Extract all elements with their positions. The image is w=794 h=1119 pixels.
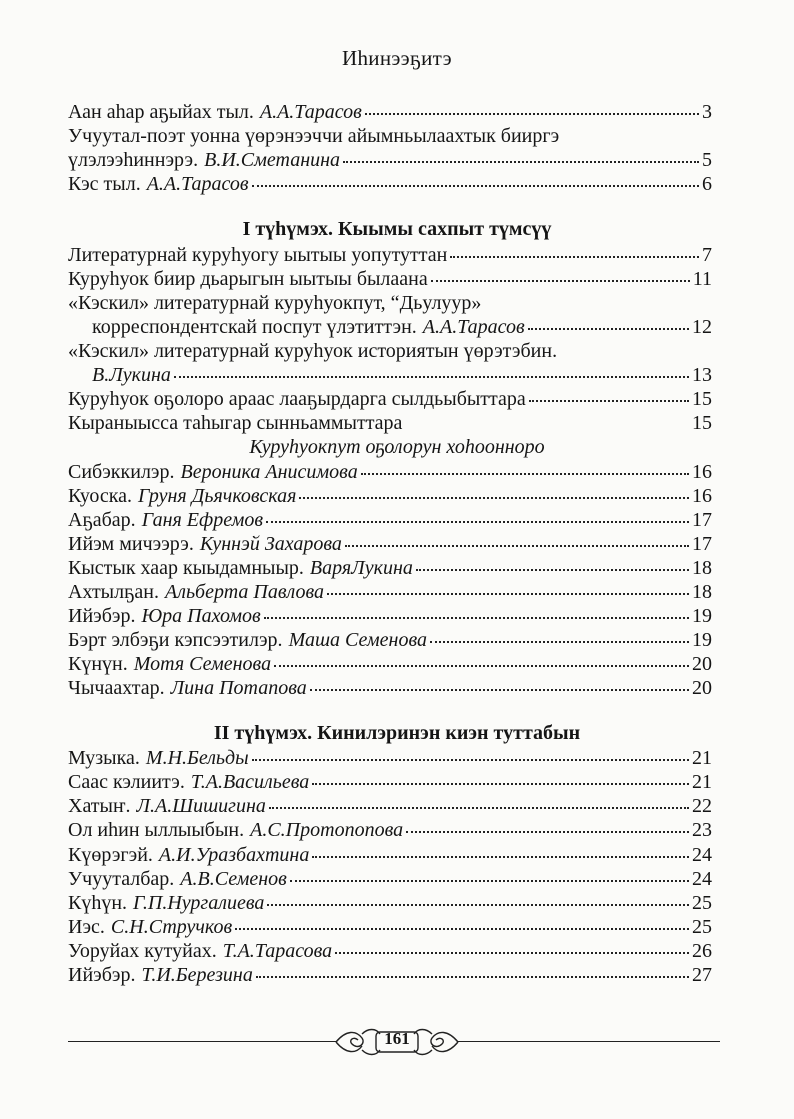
entry-author: Мотя Семенова: [133, 653, 272, 675]
toc-entry[interactable]: [68, 508, 712, 532]
entry-author: Т.А.Тарасова: [222, 940, 333, 962]
entry-author: Вероника Анисимова: [180, 461, 358, 483]
page-title: Иhинээҕитэ: [342, 46, 452, 70]
entry-author: Ганя Ефремов: [141, 509, 264, 531]
entry-page: 24: [692, 868, 712, 890]
dot-leader: [312, 783, 689, 785]
entry-page: 5: [702, 149, 712, 171]
entry-title-line: «Кэскил» литературнай куруhуок историятын үөрэтэбин.: [68, 340, 558, 362]
entry-page: 15: [692, 412, 712, 434]
dot-leader: [450, 256, 699, 258]
dot-leader: [174, 376, 689, 378]
entry-page: 21: [692, 747, 712, 769]
toc-entry[interactable]: [68, 818, 712, 842]
entry-page: 20: [692, 653, 712, 675]
toc-entry[interactable]: [68, 843, 712, 867]
entry-page: 19: [692, 629, 712, 651]
entry-page: 26: [692, 940, 712, 962]
entry-author: А.И.Уразбахтина: [158, 844, 310, 866]
dot-leader: [365, 113, 699, 115]
subsection-heading: Куруhуокпут оҕолорун хоhоонноро: [249, 436, 545, 458]
entry-author: А.А.Тарасов: [422, 316, 525, 338]
dot-leader: [267, 904, 689, 906]
entry-title: Куоска.: [68, 485, 133, 507]
dot-leader: [416, 569, 689, 571]
entry-author: А.В.Семенов: [180, 868, 287, 890]
dot-leader: [310, 689, 689, 691]
dot-leader: [345, 545, 689, 547]
entry-page: 18: [692, 581, 712, 603]
dot-leader: [252, 759, 689, 761]
entry-title: Күнүн.: [68, 653, 128, 675]
dot-leader: [361, 473, 689, 475]
entry-title: Чычаахтар.: [68, 677, 165, 699]
entry-title: Ахтылҕан.: [68, 581, 159, 603]
entry-title-line: Учуутал-поэт уонна үөрэнээччи айымньылаахтык бииргэ: [68, 125, 560, 147]
toc-entry[interactable]: [68, 580, 712, 604]
entry-title: Музыка.: [68, 747, 140, 769]
toc-entry[interactable]: [92, 315, 712, 339]
entry-page: 21: [692, 771, 712, 793]
entry-title: Аан аhар аҕыйах тыл.: [68, 101, 254, 123]
toc-entry[interactable]: [68, 556, 712, 580]
toc-entry[interactable]: [68, 243, 712, 267]
entry-page: 24: [692, 844, 712, 866]
entry-title: Ийэбэр.: [68, 964, 136, 986]
entry-title: Бэрт элбэҕи кэпсээтилэр.: [68, 629, 283, 651]
dot-leader: [430, 641, 689, 643]
entry-page: 22: [692, 795, 712, 817]
toc-entry[interactable]: [68, 676, 712, 700]
toc-entry[interactable]: [68, 746, 712, 770]
entry-author: А.С.Протопопова: [250, 819, 404, 841]
toc-entry[interactable]: [68, 628, 712, 652]
entry-title: Сибэккилэр.: [68, 461, 175, 483]
entry-author: В.Лукина: [92, 364, 171, 386]
entry-page: 16: [692, 461, 712, 483]
entry-author: Альберта Павлова: [165, 581, 325, 603]
entry-page: 15: [692, 388, 712, 410]
entry-title: Күhүн.: [68, 892, 128, 914]
toc-entry[interactable]: [68, 794, 712, 818]
toc-entry[interactable]: [92, 363, 712, 387]
entry-author: Лина Потапова: [170, 677, 307, 699]
entry-author: ВаряЛукина: [309, 557, 413, 579]
entry-title: Литературнай куруhуогу ыытыы уопутуттан: [68, 244, 448, 266]
entry-page: 20: [692, 677, 712, 699]
dot-leader: [256, 976, 689, 978]
toc-entry[interactable]: [68, 532, 712, 556]
dot-leader: [235, 928, 689, 930]
entry-author: Л.А.Шишигина: [136, 795, 266, 817]
entry-title-line: «Кэскил» литературнай куруhуокпут, “Дьулуур»: [68, 292, 482, 314]
entry-author: С.Н.Стручков: [110, 916, 233, 938]
toc-entry[interactable]: [68, 411, 712, 435]
entry-title: Учууталбар.: [68, 868, 175, 890]
page-number: 161: [384, 1029, 410, 1048]
section-heading: II түhүмэх. Кинилэринэн киэн туттабын: [213, 722, 581, 744]
entry-title: корреспондентскай поспут үлэтиттэн.: [92, 316, 417, 338]
toc-entry[interactable]: [68, 963, 712, 987]
toc-entry[interactable]: [68, 267, 712, 291]
entry-title: Куруhуок биир дьарыгын ыытыы былаана: [68, 268, 428, 290]
entry-title: Ийэм мичээрэ.: [68, 533, 194, 555]
entry-title: Кэс тыл.: [68, 173, 141, 195]
entry-page: 6: [702, 173, 712, 195]
footer-rule-left: [68, 1041, 336, 1042]
entry-page: 23: [692, 819, 712, 841]
entry-page: 17: [692, 509, 712, 531]
toc-entry[interactable]: [68, 100, 712, 124]
dot-leader: [264, 617, 689, 619]
entry-author: М.Н.Бельды: [145, 747, 249, 769]
entry-page: 18: [692, 557, 712, 579]
dot-leader: [327, 593, 689, 595]
entry-page: 7: [702, 244, 712, 266]
entry-author: Юра Пахомов: [141, 605, 261, 627]
dot-leader: [405, 424, 689, 426]
dot-leader: [299, 497, 689, 499]
entry-author: Груня Дьячковская: [138, 485, 297, 507]
entry-author: Т.А.Васильева: [190, 771, 310, 793]
dot-leader: [335, 952, 689, 954]
entry-title: Кыстык хаар кыыдамныыр.: [68, 557, 304, 579]
dot-leader: [529, 400, 689, 402]
entry-page: 11: [692, 268, 712, 290]
entry-title: Аҕабар.: [68, 509, 136, 531]
entry-page: 13: [692, 364, 712, 386]
entry-title: Саас кэлиитэ.: [68, 771, 185, 793]
entry-author: Г.П.Нургалиева: [133, 892, 265, 914]
dot-leader: [269, 807, 689, 809]
section-heading: I түhүмэх. Кыымы сахпыт түмсүү: [242, 218, 552, 240]
footer-rule-right: [458, 1041, 720, 1042]
toc-entry[interactable]: [68, 867, 712, 891]
entry-page: 27: [692, 964, 712, 986]
toc-entry[interactable]: [68, 891, 712, 915]
entry-author: А.А.Тарасов: [146, 173, 249, 195]
dot-leader: [252, 185, 699, 187]
entry-page: 25: [692, 892, 712, 914]
entry-title: Күөрэгэй.: [68, 844, 153, 866]
entry-page: 17: [692, 533, 712, 555]
entry-page: 19: [692, 605, 712, 627]
entry-title: Иэс.: [68, 916, 105, 938]
entry-author: Маша Семенова: [288, 629, 427, 651]
entry-title: Хатыҥ.: [68, 795, 131, 817]
toc-entry[interactable]: [68, 604, 712, 628]
entry-author: Т.И.Березина: [141, 964, 253, 986]
entry-title: Ол иhин ыллыыбын.: [68, 819, 245, 841]
dot-leader: [266, 521, 689, 523]
dot-leader: [528, 328, 689, 330]
entry-author: Куннэй Захарова: [199, 533, 342, 555]
toc-entry[interactable]: [68, 915, 712, 939]
toc-entry[interactable]: [68, 652, 712, 676]
entry-title: Кыраныысса таhыгар сынньаммыттара: [68, 412, 403, 434]
toc-entry[interactable]: [68, 770, 712, 794]
entry-page: 12: [692, 316, 712, 338]
dot-leader: [312, 856, 689, 858]
entry-author: А.А.Тарасов: [259, 101, 362, 123]
toc-entry[interactable]: [68, 387, 712, 411]
entry-page: 25: [692, 916, 712, 938]
toc-entry[interactable]: [68, 172, 712, 196]
dot-leader: [343, 161, 699, 163]
entry-page: 3: [702, 101, 712, 123]
dot-leader: [290, 880, 689, 882]
entry-title: Уоруйах кутуйах.: [68, 940, 217, 962]
toc-entry[interactable]: [68, 484, 712, 508]
entry-page: 16: [692, 485, 712, 507]
dot-leader: [274, 665, 689, 667]
entry-title: Куруhуок оҕолоро араас лааҕырдарга сылдьыбыттара: [68, 388, 526, 410]
toc-entry[interactable]: [68, 148, 712, 172]
toc-entry[interactable]: [68, 460, 712, 484]
toc-entry[interactable]: [68, 939, 712, 963]
dot-leader: [431, 280, 690, 282]
entry-title: Ийэбэр.: [68, 605, 136, 627]
entry-author: В.И.Сметанина: [204, 149, 341, 171]
entry-title: үлэлээhиннэрэ.: [68, 149, 199, 171]
dot-leader: [406, 831, 689, 833]
